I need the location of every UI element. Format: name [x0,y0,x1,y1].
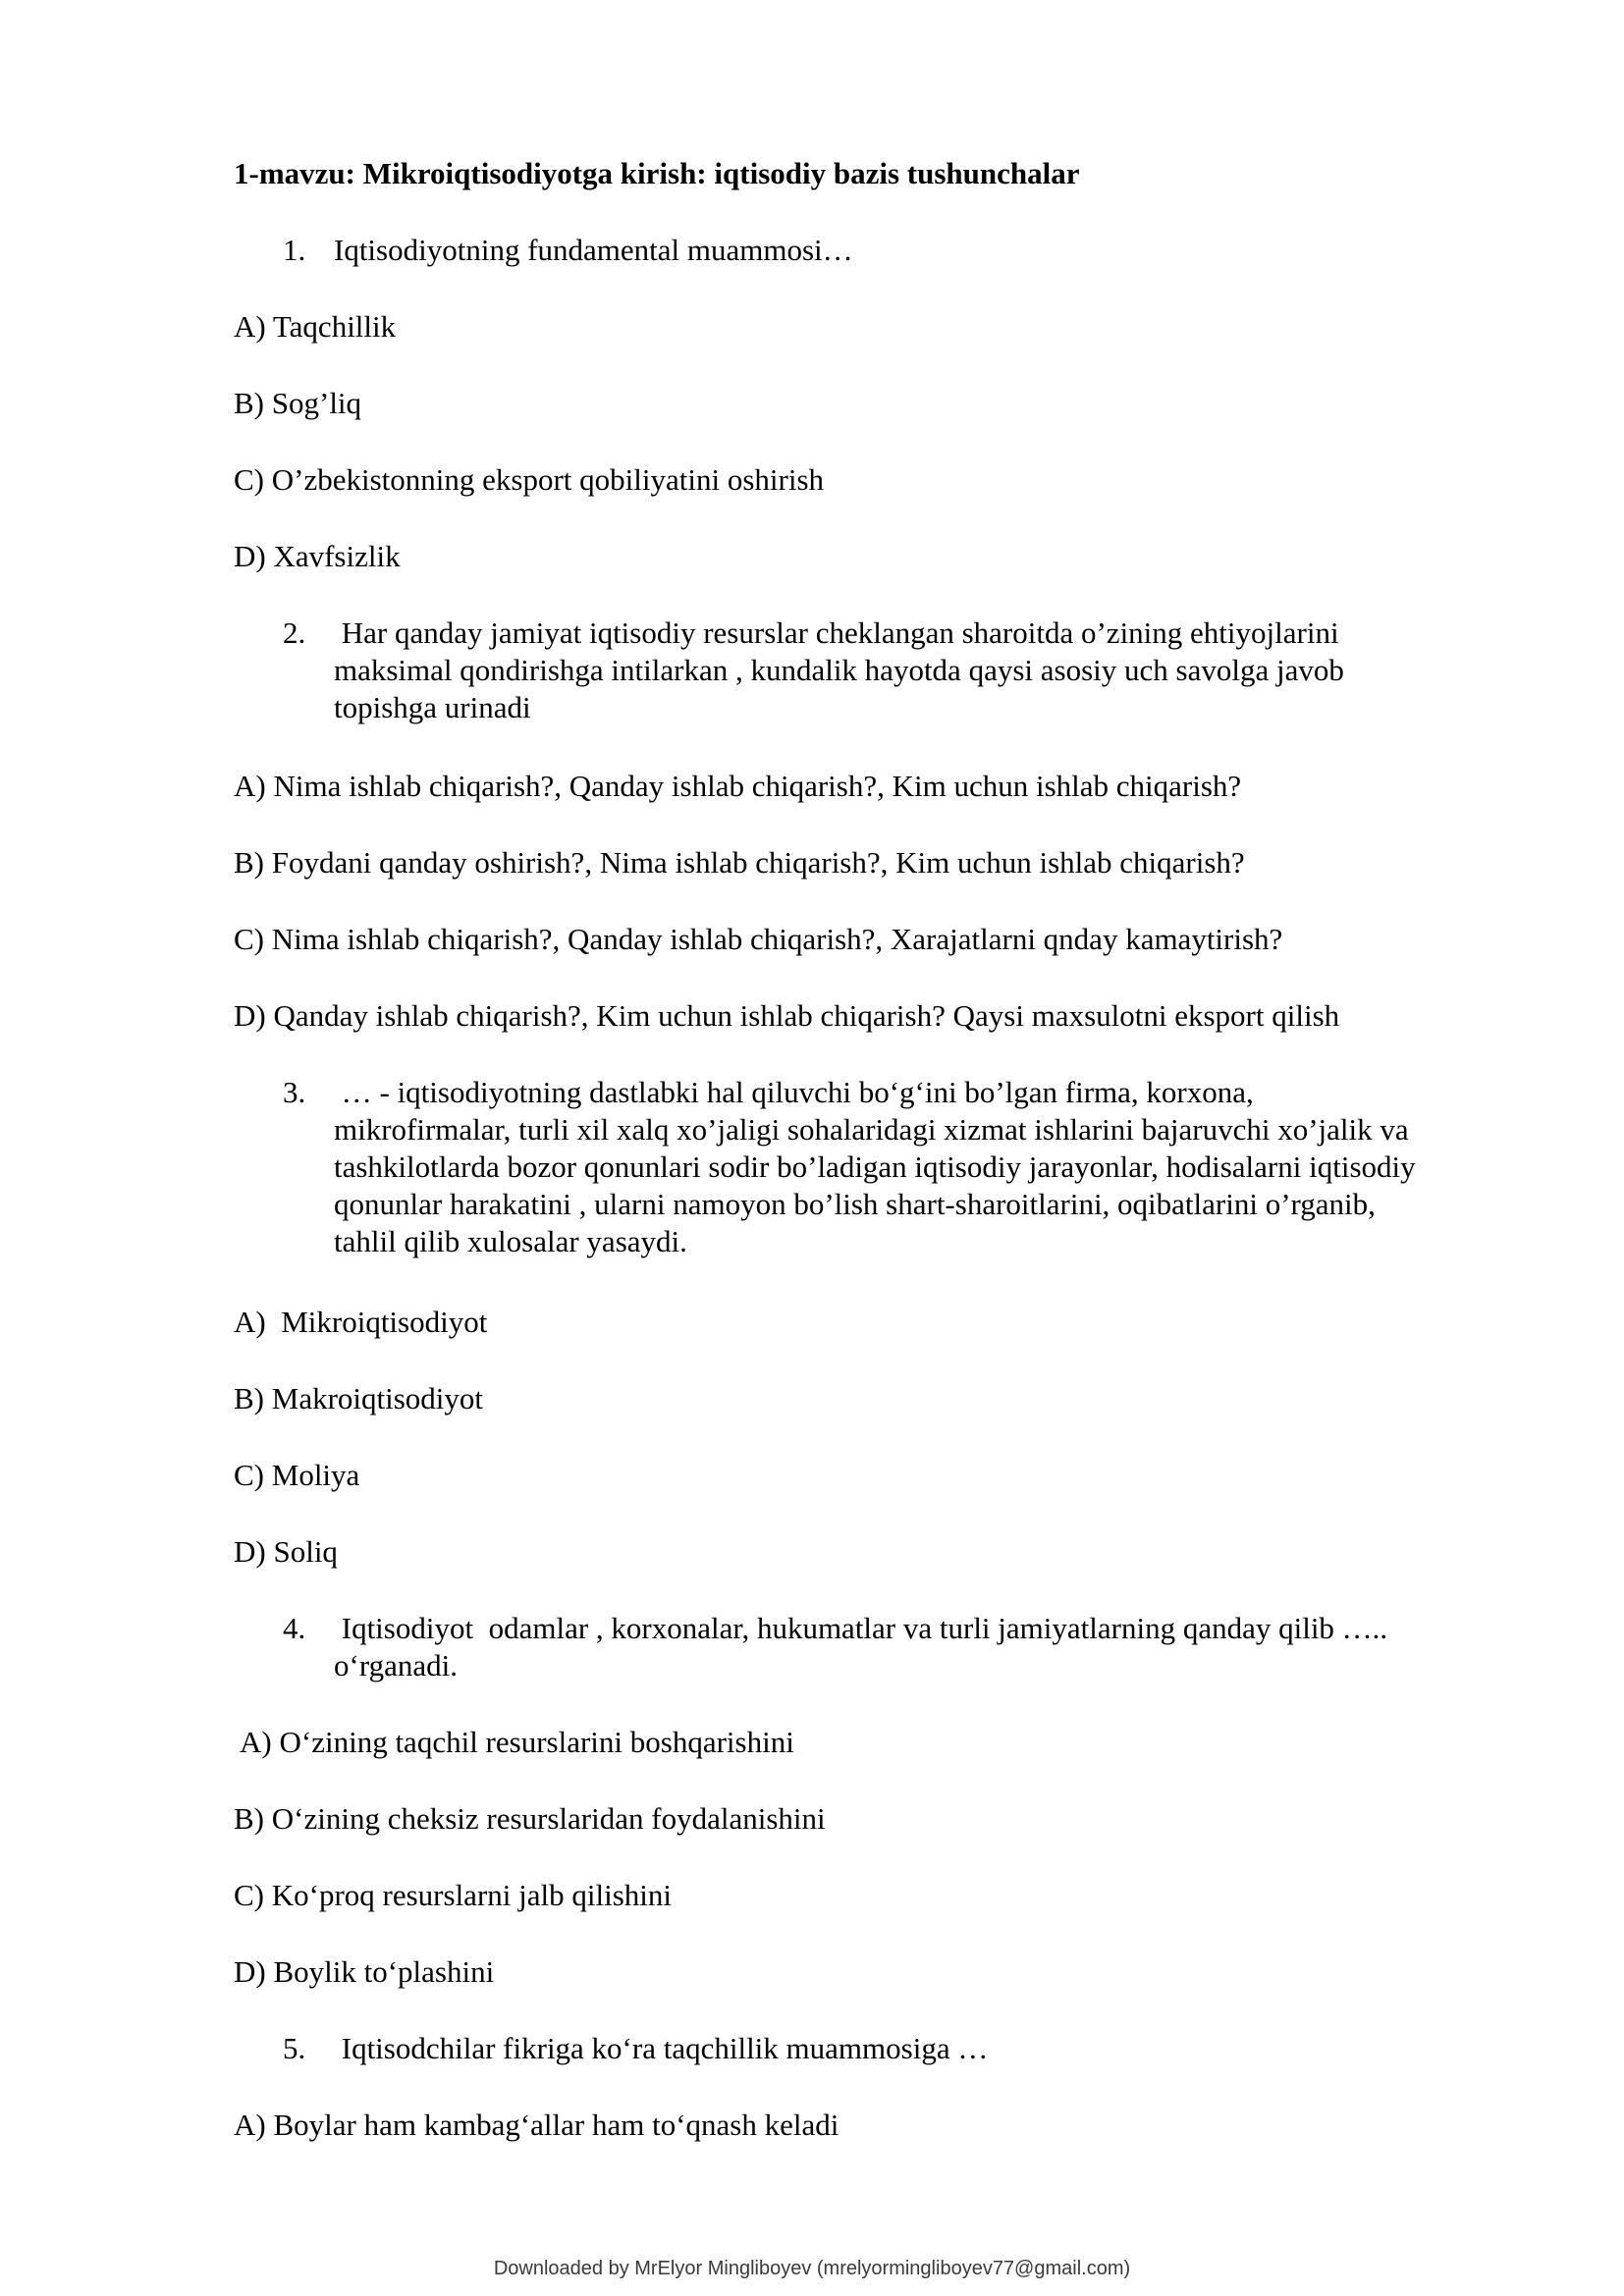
answer-option: C) Nima ishlab chiqarish?, Qanday ishlab chiqarish?, Xarajatlarni qnday kamaytirish? [234,922,1283,956]
question-text-line: topishga urinadi [334,690,531,724]
question-text: Iqtisodiyotning fundamental muammosi… [334,233,853,267]
question-text-line: Iqtisodiyot odamlar , korxonalar, hukumatlar va turli jamiyatlarning qanday qilib ….. [334,1611,1388,1645]
question-text [334,1610,1512,1684]
answer-option: C) Moliya [234,1458,360,1492]
download-footer: Downloaded by MrElyor Mingliboyev (mrelyormingliboyev77@gmail.com) [493,2258,1131,2279]
answer-option: A) Boylar ham kambag‘allar ham to‘qnash keladi [234,2108,839,2142]
answer-option: D) Qanday ishlab chiqarish?, Kim uchun ishlab chiqarish? Qaysi maxsulotni eksport qilish [234,998,1340,1033]
answer-option: B) Foydani qanday oshirish?, Nima ishlab chiqarish?, Kim uchun ishlab chiqarish? [234,845,1245,880]
question-number: 3. [283,1075,306,1109]
answer-option: B) O‘zining cheksiz resurslaridan foydalanishini [234,1801,826,1836]
answer-option: A) Mikroiqtisodiyot [234,1305,488,1339]
answer-option: D) Boylik to‘plashini [234,1954,495,1989]
question-number: 2. [283,615,306,650]
answer-option: A) Taqchillik [234,309,397,344]
answer-option: B) Sog’liq [234,386,362,420]
question-text-line: mikrofirmalar, turli xil xalq xo’jaligi sohalaridagi xizmat ishlarini bajaruvchi xo’jalik va [334,1112,1409,1147]
question-text [334,1074,1512,1260]
answer-option: C) O’zbekistonning eksport qobiliyatini oshirish [234,462,825,497]
answer-option: A) Nima ishlab chiqarish?, Qanday ishlab chiqarish?, Kim uchun ishlab chiqarish? [234,769,1242,803]
question-text-line: tahlil qilib xulosalar yasaydi. [334,1224,687,1258]
question-text-line: … - iqtisodiyotning dastlabki hal qiluvchi bo‘g‘ini bo’lgan firma, korxona, [334,1075,1254,1109]
question-text-line: o‘rganadi. [334,1648,458,1682]
question-text-line: qonunlar harakatini , ularni namoyon bo’lish shart-sharoitlarini, oqibatlarini o’rganib, [334,1187,1376,1221]
question-number: 4. [283,1611,306,1645]
question-number: 5. [283,2031,306,2065]
document-title: 1-mavzu: Mikroiqtisodiyotga kirish: iqtisodiy bazis tushunchalar [234,156,1080,190]
question-text: Iqtisodchilar fikriga ko‘ra taqchillik muammosiga … [334,2031,989,2065]
answer-option: B) Makroiqtisodiyot [234,1381,484,1415]
question-text-line: maksimal qondirishga intilarkan , kundalik hayotda qaysi asosiy uch savolga javob [334,653,1344,687]
question-text [334,614,1512,726]
question-number: 1. [283,233,306,267]
question-text-line: tashkilotlarda bozor qonunlari sodir bo’ladigan iqtisodiy jarayonlar, hodisalarni iqtisodiy [334,1149,1416,1184]
question-text-line: Har qanday jamiyat iqtisodiy resurslar cheklangan sharoitda o’zining ehtiyojlarini [334,615,1339,650]
answer-option: D) Xavfsizlik [234,539,401,573]
answer-option: D) Soliq [234,1534,338,1569]
answer-option: C) Ko‘proq resurslarni jalb qilishini [234,1878,672,1912]
answer-option: A) O‘zining taqchil resurslarini boshqarishini [234,1725,794,1759]
